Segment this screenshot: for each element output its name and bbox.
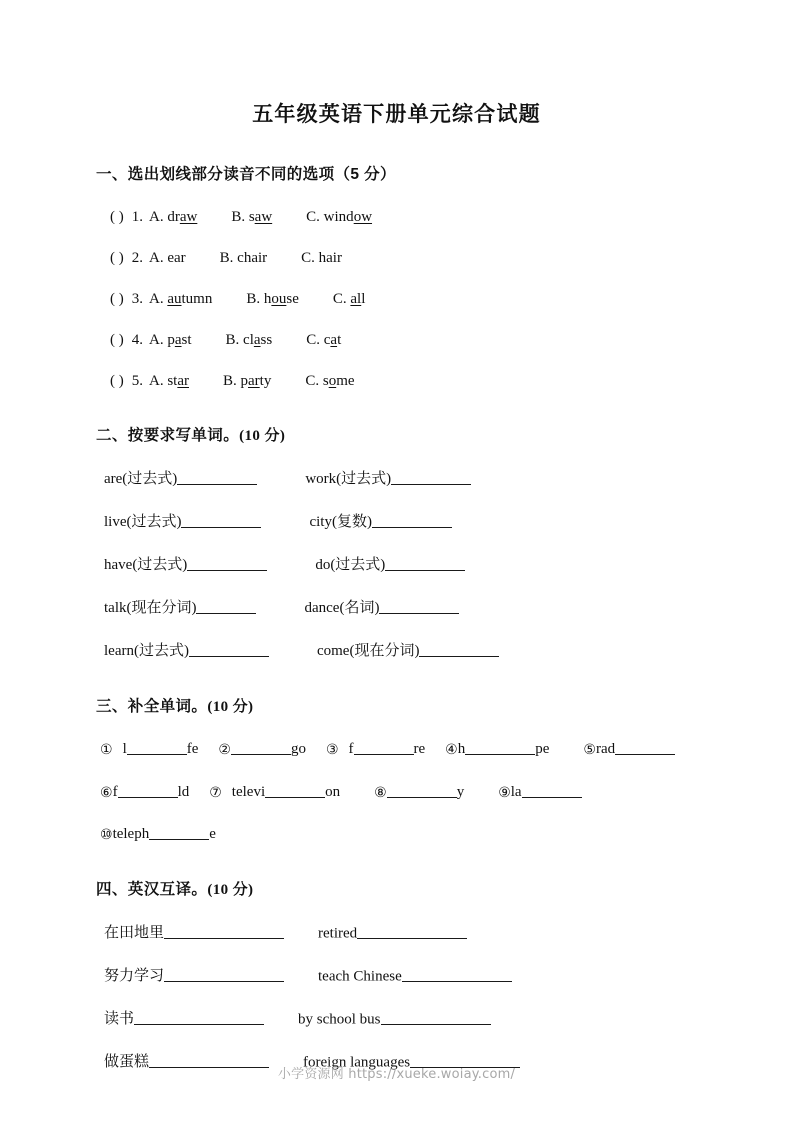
section-heading-1: 一、选出划线部分读音不同的选项（5 分） [96,166,396,183]
answer-bracket[interactable]: ( ) [110,250,124,266]
item-3-prefix: f [348,741,354,758]
question-number: 1. [131,209,143,225]
option-a[interactable] [149,210,197,225]
item-1-prefix: l [122,741,127,758]
prompt-right-label: work(过去式) [305,471,392,487]
circled-number-4: ④ [445,742,458,759]
circled-number-2: ② [218,742,231,759]
option-a-underlined: ar [177,373,189,389]
answer-bracket[interactable]: ( ) [110,332,124,348]
translation-left-label: 读书 [104,1010,135,1027]
option-a-pre: A. st [149,373,178,389]
option-c[interactable] [306,210,372,225]
option-b[interactable] [246,292,299,307]
option-a-underlined: aw [179,209,198,225]
prompt-left-label: talk(现在分词) [104,600,197,616]
answer-blank-right[interactable] [391,470,471,485]
translation-blank-right[interactable] [402,967,512,982]
circled-number-10: ⑩ [100,826,113,843]
translation-left-label: 在田地里 [104,924,165,941]
item-10 [100,826,216,842]
option-a[interactable] [149,251,186,266]
option-c[interactable] [333,292,366,307]
circled-number-1: ① [100,742,113,759]
item-8-suffix: y [456,783,465,800]
item-4-prefix: h [457,741,466,758]
translation-blank-right[interactable] [357,924,467,939]
option-c-underlined: al [350,291,362,307]
option-a-post: tumn [181,291,213,307]
item-5-blank[interactable] [615,740,675,755]
option-c-pre: C. wind [306,209,354,225]
translation-blank-left[interactable] [164,924,284,939]
complete-word-row [100,825,697,843]
option-b-underlined: ou [271,291,287,307]
item-9-blank[interactable] [522,782,582,797]
circled-number-5: ⑤ [583,742,596,759]
option-b-underlined: ar [248,373,260,389]
option-c[interactable] [306,333,341,348]
option-a-underlined: au [167,291,182,307]
prompt-right-label: dance(名词) [304,600,380,616]
option-b-post: se [286,291,299,307]
prompt-right [317,639,499,660]
translation-right-label: by school bus [298,1010,381,1027]
item-8-blank[interactable] [387,782,457,797]
word-form-row [104,467,697,488]
prompt-right [304,596,459,617]
item-8 [374,784,464,800]
prompt-right-label: come(现在分词) [316,643,420,659]
option-c-post: l [361,291,366,307]
item-1-blank[interactable] [127,740,187,755]
section-1-body [96,210,697,389]
circled-number-8: ⑧ [374,784,387,801]
complete-word-row [100,782,697,800]
option-c-pre: C. hair [301,250,342,266]
page-title: 五年级英语下册单元综合试题 [252,103,541,126]
option-b-pre: B. chair [219,250,268,266]
option-b-pre: B. p [223,373,249,389]
translation-left [104,921,284,942]
item-10-suffix: e [209,825,216,842]
prompt-left-label: have(过去式) [104,557,188,573]
item-1-suffix: fe [186,741,199,758]
prompt-left-label: learn(过去式) [104,643,189,659]
item-10-prefix: teleph [112,825,150,842]
section-4-title: 四、英汉互译。 [96,880,208,898]
item-6-suffix: ld [177,783,190,800]
translation-right [318,967,512,985]
word-form-row [104,510,697,531]
section-4-body [96,921,697,1071]
question-row [110,292,697,307]
item-5-prefix: rad [595,741,616,758]
item-7 [209,784,340,800]
option-b-post: ty [259,373,272,389]
section-2-body [96,467,697,660]
circled-number-6: ⑥ [100,784,113,801]
option-a-pre: A. dr [149,209,180,225]
prompt-left [104,553,267,574]
translation-left [104,1007,264,1028]
question-row [110,210,697,225]
section-heading-4 [96,877,697,899]
option-b-pre: B. h [246,291,272,307]
option-a-underlined: a [174,332,182,348]
item-6-blank[interactable] [118,782,178,797]
prompt-right [305,467,471,488]
prompt-right [315,553,465,574]
section-4-points: (10 分) [207,881,254,898]
prompt-left [104,596,256,617]
answer-blank-right[interactable] [385,556,465,571]
section-3-points: (10 分) [207,699,254,715]
answer-blank-right[interactable] [419,642,499,657]
prompt-right [309,510,451,531]
answer-blank-left[interactable] [181,513,261,528]
item-4-suffix: pe [535,741,550,758]
question-number: 4. [131,332,143,348]
option-b-pre: B. cl [225,332,254,348]
answer-bracket[interactable]: ( ) [110,373,124,389]
question-number: 3. [131,291,143,307]
answer-blank-left[interactable] [196,599,256,614]
option-b-underlined: aw [254,209,273,225]
option-b[interactable] [223,374,271,389]
option-a-post: st [181,332,192,348]
section-3-body [96,740,697,843]
item-3-suffix: re [413,741,426,758]
translation-row [104,921,697,942]
translation-right-label: retired [318,924,358,941]
answer-bracket[interactable]: ( ) [110,209,124,225]
option-a[interactable] [149,333,192,348]
answer-blank-left[interactable] [177,470,257,485]
item-7-blank[interactable] [265,782,325,797]
section-3-title: 三、补全单词。 [96,698,208,715]
question-row [110,374,697,389]
translation-left [104,964,284,985]
question-row [110,333,697,348]
answer-blank-left[interactable] [189,642,269,657]
translation-right-label: teach Chinese [318,967,402,984]
answer-bracket[interactable]: ( ) [110,291,124,307]
prompt-left [104,510,261,531]
item-2 [218,741,306,757]
option-c-pre: C. c [306,332,331,348]
option-c-post: t [337,332,342,348]
word-form-row [104,596,697,617]
item-3-blank[interactable] [354,740,414,755]
prompt-right-label: do(过去式) [315,557,386,573]
option-b-pre: B. s [231,209,255,225]
section-heading-2 [96,423,697,445]
option-c-pre: C. s [305,373,329,389]
option-b[interactable] [220,251,267,266]
translation-blank-right[interactable] [381,1010,491,1025]
translation-right-label: foreign languages [303,1053,411,1070]
translation-blank-left[interactable] [164,967,284,982]
item-6 [100,784,189,800]
answer-blank-right[interactable] [372,513,452,528]
circled-number-9: ⑨ [498,784,511,801]
option-c-underlined: o [328,373,337,389]
prompt-left [104,639,269,660]
site-watermark: 小学资源网 https://xueke.woiay.com/ [277,1067,516,1082]
option-a-pre: A. p [149,332,175,348]
translation-blank-left[interactable] [134,1010,264,1025]
option-c-pre: C. [332,291,351,307]
answer-blank-left[interactable] [187,556,267,571]
item-7-suffix: on [325,783,341,800]
option-a[interactable] [149,374,189,389]
translation-right [298,1010,491,1028]
translation-row [104,964,697,985]
option-c-post: me [336,373,355,389]
translation-right [318,924,467,942]
option-b-underlined: a [253,332,261,348]
section-2-title: 二、按要求写单词。 [96,427,240,444]
option-b[interactable] [231,210,272,225]
item-4-blank[interactable] [465,740,535,755]
item-2-blank[interactable] [231,740,291,755]
item-7-prefix: televi [231,783,266,800]
item-6-prefix: f [112,783,118,800]
item-10-blank[interactable] [149,825,209,840]
translation-left-label: 努力学习 [104,967,165,984]
option-c-underlined: a [330,332,338,348]
option-a[interactable] [149,292,212,307]
question-row [110,251,697,266]
prompt-left-label: live(过去式) [104,514,182,530]
item-9 [498,784,581,800]
section-heading-3 [96,694,697,716]
option-b-post: ss [260,332,273,348]
circled-number-3: ③ [325,742,339,759]
option-c-underlined: ow [353,209,373,225]
word-form-row [104,553,697,574]
prompt-left-label: are(过去式) [104,471,178,487]
word-form-row [104,639,697,660]
prompt-left [104,467,257,488]
option-a-pre: A. [149,291,168,307]
item-4 [445,741,549,757]
question-number: 5. [131,373,143,389]
option-c[interactable] [305,374,354,389]
question-number: 2. [131,250,143,266]
item-1 [100,741,198,757]
option-a-pre: A. ear [149,250,186,266]
circled-number-7: ⑦ [209,784,222,801]
item-5 [583,741,675,757]
prompt-right-label: city(复数) [309,514,372,530]
option-b[interactable] [226,333,273,348]
section-2-points: (10 分) [239,428,286,444]
answer-blank-right[interactable] [379,599,459,614]
item-9-prefix: la [510,783,522,800]
complete-word-row [100,740,697,758]
translation-left-label: 做蛋糕 [104,1053,150,1070]
item-2-suffix: go [290,741,306,758]
translation-row [104,1007,697,1028]
item-3 [326,741,425,757]
option-c[interactable] [301,251,342,266]
